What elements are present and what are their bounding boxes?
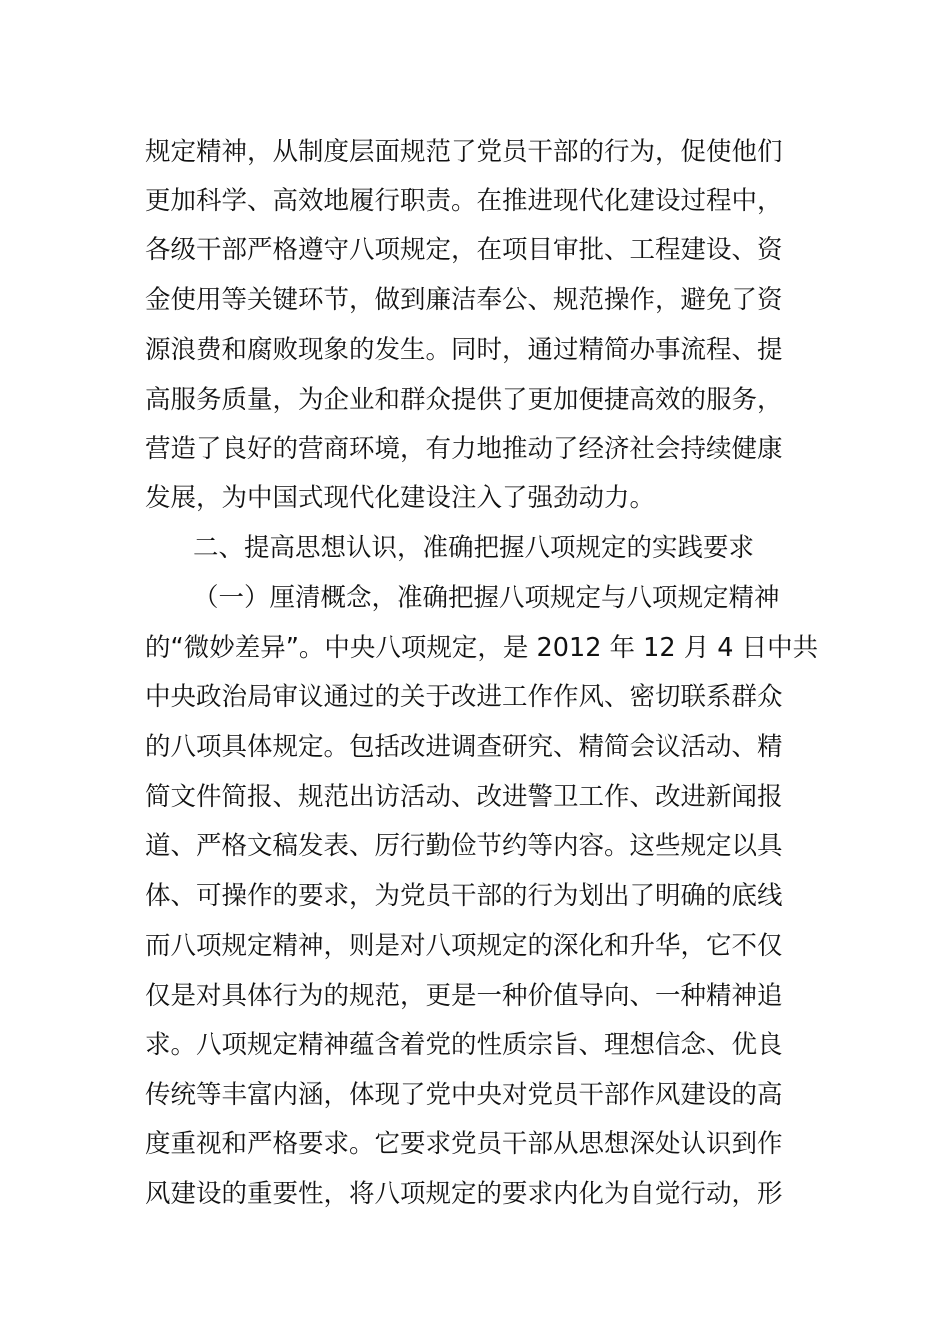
paragraph-line: 各级干部严格遵守八项规定，在项目审批、工程建设、资 <box>145 235 783 265</box>
paragraph-line: 规定精神，从制度层面规范了党员干部的行为，促使他们 <box>145 137 783 167</box>
paragraph-line: 简文件简报、规范出访活动、改进警卫工作、改进新闻报 <box>145 782 783 812</box>
paragraph-line: 的“微妙差异”。中央八项规定，是 2012 年 12 月 4 日中共 <box>145 633 819 663</box>
paragraph-line: 营造了良好的营商环境，有力地推动了经济社会持续健康 <box>145 434 783 464</box>
paragraph-line: 传统等丰富内涵，体现了党中央对党员干部作风建设的高 <box>145 1080 783 1110</box>
paragraph-line: 道、严格文稿发表、厉行勤俭节约等内容。这些规定以具 <box>145 831 783 861</box>
paragraph-line: 的八项具体规定。包括改进调查研究、精简会议活动、精 <box>145 732 783 762</box>
paragraph-line: 求。八项规定精神蕴含着党的性质宗旨、理想信念、优良 <box>145 1030 783 1060</box>
paragraph-line: 风建设的重要性，将八项规定的要求内化为自觉行动，形 <box>145 1179 783 1209</box>
paragraph-line: 金使用等关键环节，做到廉洁奉公、规范操作，避免了资 <box>145 285 783 315</box>
paragraph-line: 发展，为中国式现代化建设注入了强劲动力。 <box>145 483 656 513</box>
paragraph-line: 度重视和严格要求。它要求党员干部从思想深处认识到作 <box>145 1129 783 1159</box>
paragraph-line: 源浪费和腐败现象的发生。同时，通过精简办事流程、提 <box>145 335 783 365</box>
paragraph-line: 体、可操作的要求，为党员干部的行为划出了明确的底线 <box>145 881 783 911</box>
paragraph-line: 高服务质量，为企业和群众提供了更加便捷高效的服务， <box>145 385 783 415</box>
paragraph-line: 中央政治局审议通过的关于改进工作作风、密切联系群众 <box>145 682 783 712</box>
paragraph-line: 更加科学、高效地履行职责。在推进现代化建设过程中， <box>145 186 783 216</box>
paragraph-line: 而八项规定精神，则是对八项规定的深化和升华，它不仅 <box>145 931 783 961</box>
section-heading: 二、提高思想认识，准确把握八项规定的实践要求 <box>193 533 755 563</box>
subsection-heading-line: （一）厘清概念，准确把握八项规定与八项规定精神 <box>193 583 780 613</box>
paragraph-line: 仅是对具体行为的规范，更是一种价值导向、一种精神追 <box>145 981 783 1011</box>
